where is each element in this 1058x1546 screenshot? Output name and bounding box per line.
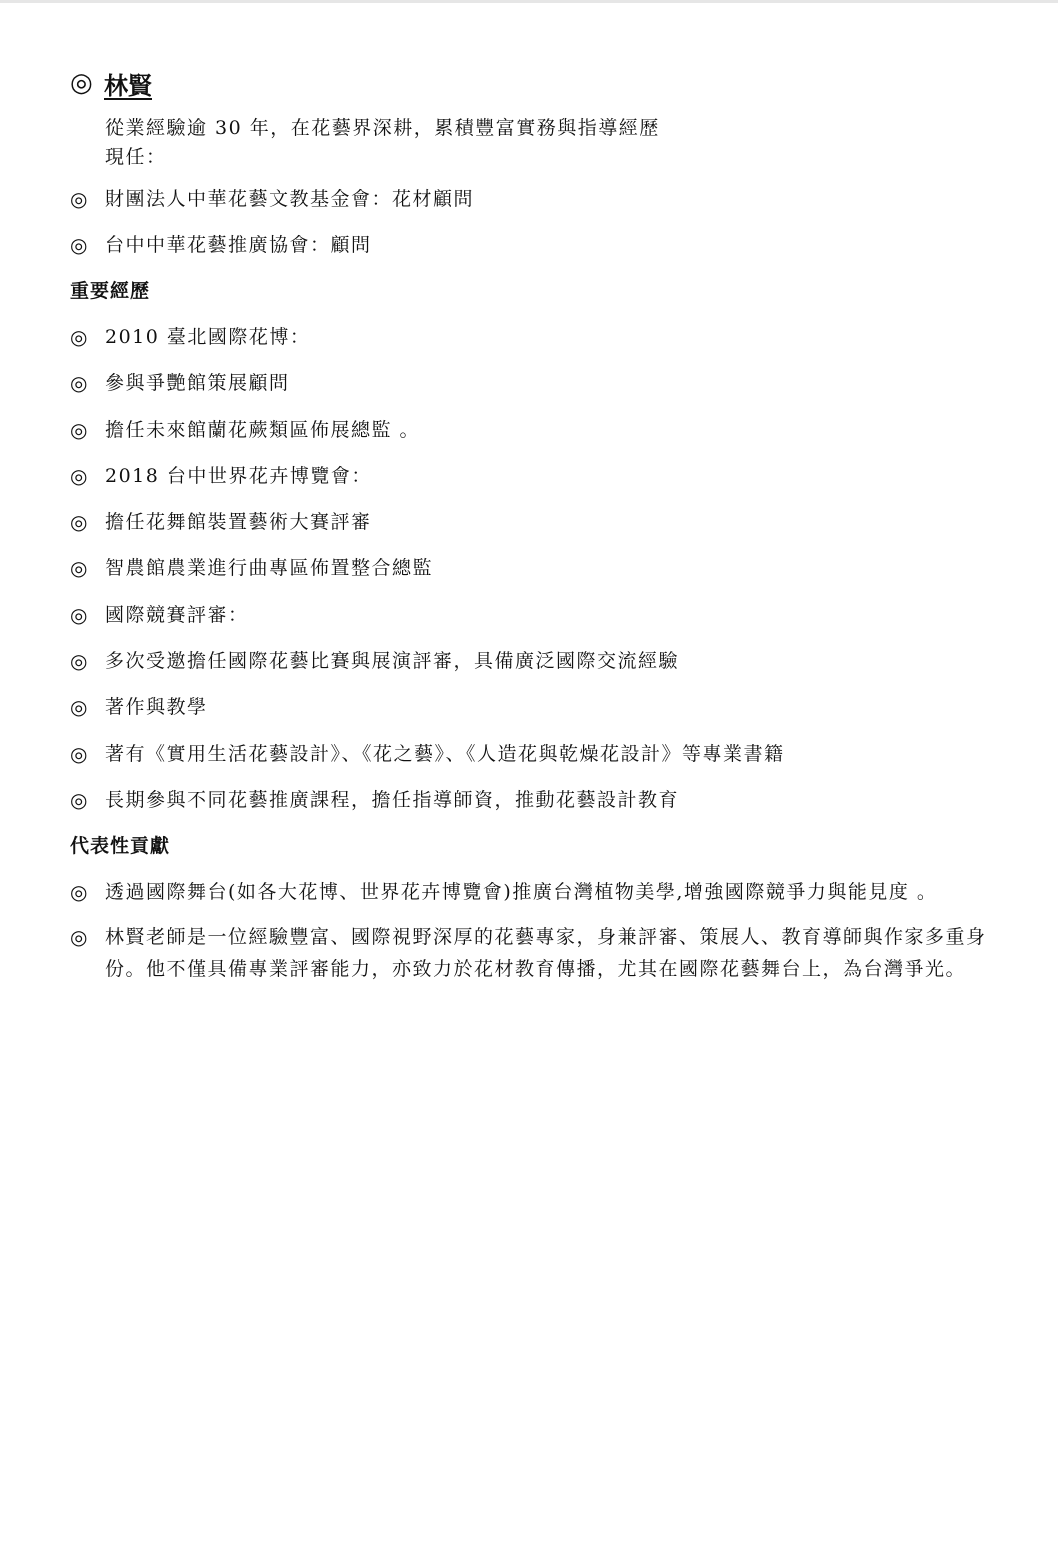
list-item-text: 著有《實用生活花藝設計》、《花之藝》、《人造花與乾燥花設計》等專業書籍 <box>105 742 785 765</box>
profile-name-row <box>70 66 1020 100</box>
list-item <box>70 322 1020 352</box>
bullet-marker: ◎ <box>70 695 89 720</box>
intro-line: 從業經驗逾 30 年，在花藝界深耕，累積豐富實務與指導經歷 <box>105 117 660 139</box>
list-item <box>70 646 1020 676</box>
list-item-text: 擔任未來館蘭花蕨類區佈展總監 。 <box>105 418 421 441</box>
list-item-text: 擔任花舞館裝置藝術大賽評審 <box>105 511 372 534</box>
bullet-marker: ◎ <box>70 787 89 812</box>
list-item <box>70 739 1020 769</box>
bullet-marker: ◎ <box>70 510 89 535</box>
bullet-marker: ◎ <box>70 556 89 581</box>
bullet-marker: ◎ <box>70 68 93 98</box>
bullet-marker: ◎ <box>70 649 89 674</box>
experience-list <box>70 322 1020 815</box>
document-page <box>70 66 1020 999</box>
list-item <box>70 921 1020 985</box>
list-item <box>70 600 1020 630</box>
bullet-marker: ◎ <box>70 925 89 950</box>
current-roles-list <box>70 184 1020 260</box>
bullet-marker: ◎ <box>70 325 89 349</box>
list-item-text: 台中中華花藝推廣協會：顧問 <box>105 234 372 256</box>
bullet-marker: ◎ <box>70 880 89 905</box>
list-item <box>70 692 1020 722</box>
bullet-marker: ◎ <box>70 463 89 488</box>
bullet-marker: ◎ <box>70 602 89 627</box>
list-item-text: 林賢老師是一位經驗豐富、國際視野深厚的花藝專家，身兼評審、策展人、教育導師與作家多重身份。他不僅具備專業評審能力，亦致力於花材教育傳播，尤其在國際花藝舞台上，為台灣爭光。 <box>105 926 987 981</box>
list-item <box>70 230 1020 260</box>
list-item-text: 財團法人中華花藝文教基金會：花材顧問 <box>105 188 475 210</box>
bullet-marker: ◎ <box>70 417 89 442</box>
experience-heading: 重要經歷 <box>70 280 151 302</box>
list-item-text: 長期參與不同花藝推廣課程，擔任指導師資，推動花藝設計教育 <box>105 788 680 811</box>
list-item <box>70 461 1020 491</box>
list-item-text: 2010 臺北國際花博： <box>105 326 311 348</box>
profile-intro <box>105 114 1020 172</box>
top-divider <box>0 0 1058 3</box>
list-item <box>70 507 1020 537</box>
list-item-text: 智農館農業進行曲專區佈置整合總監 <box>105 557 434 580</box>
contributions-heading: 代表性貢獻 <box>70 835 171 858</box>
list-item-text: 2018 台中世界花卉博覽會： <box>105 464 372 487</box>
list-item-text: 國際競賽評審： <box>105 603 249 626</box>
list-item-text: 參與爭艷館策展顧問 <box>105 372 290 395</box>
list-item <box>70 785 1020 815</box>
list-item <box>70 415 1020 445</box>
list-item-text: 著作與教學 <box>105 696 208 719</box>
list-item <box>70 877 1020 907</box>
profile-name: 林賢 <box>104 70 152 100</box>
bullet-marker: ◎ <box>70 741 89 766</box>
bullet-marker: ◎ <box>70 233 89 257</box>
bullet-marker: ◎ <box>70 187 89 211</box>
bullet-marker: ◎ <box>70 371 89 396</box>
list-item <box>70 553 1020 583</box>
list-item-text: 透過國際舞台(如各大花博、世界花卉博覽會)推廣台灣植物美學,增強國際競爭力與能見度 。 <box>105 881 938 904</box>
contributions-list <box>70 877 1020 985</box>
list-item-text: 多次受邀擔任國際花藝比賽與展演評審，具備廣泛國際交流經驗 <box>105 650 680 673</box>
list-item <box>70 368 1020 398</box>
list-item <box>70 184 1020 214</box>
intro-line: 現任： <box>105 146 167 168</box>
